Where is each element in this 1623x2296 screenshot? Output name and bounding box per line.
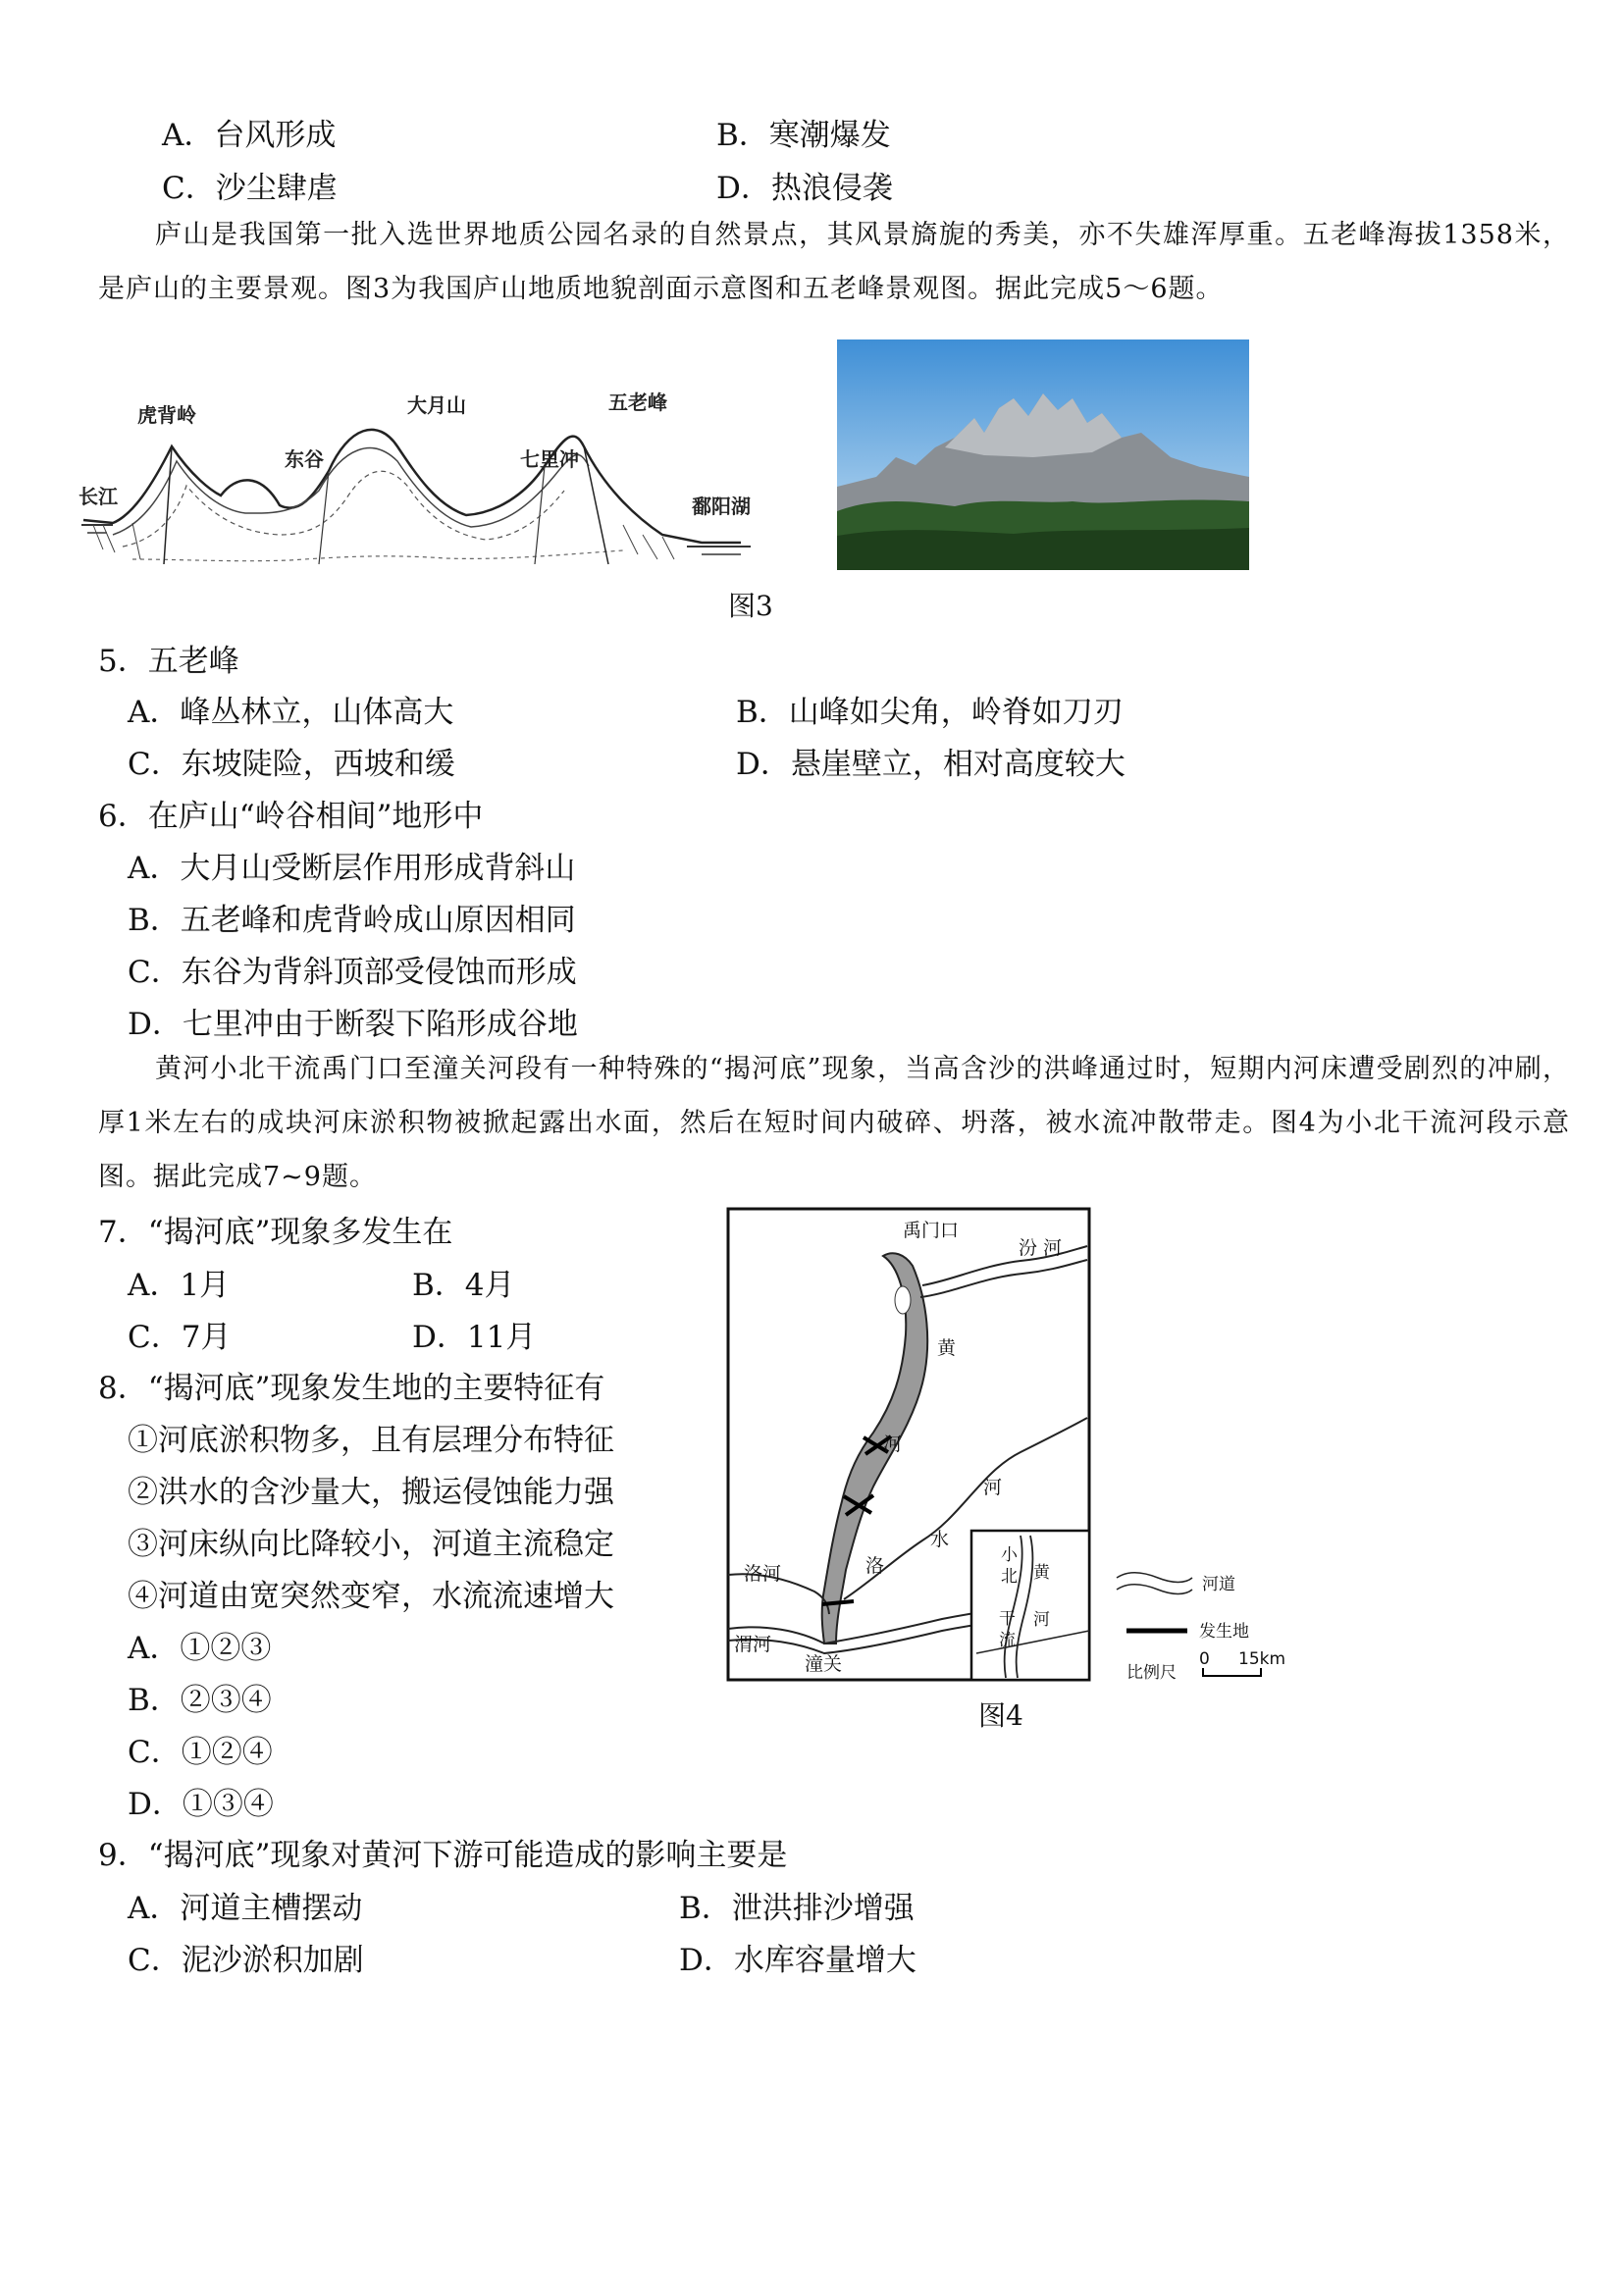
q8-statement-1: ①河底淤积物多，且有层理分布特征 [128,1423,614,1458]
q8-statement-4: ④河道由宽突然变窄，水流流速增大 [128,1579,614,1614]
label-hubeiling: 虎背岭 [137,403,196,427]
label-fenhe: 汾 河 [1019,1237,1063,1259]
q9-stem: 9．“揭河底”现象对黄河下游可能造成的影响主要是 [98,1838,788,1873]
inset-label-huang: 黄 [1033,1563,1050,1583]
q5-stem: 5．五老峰 [98,644,239,679]
figure-4-caption: 图4 [978,1699,1023,1732]
q4-option-b: B．寒潮爆发 [716,118,891,153]
q4-option-a: A．台风形成 [162,118,337,153]
q8-stem: 8．“揭河底”现象发生地的主要特征有 [98,1371,605,1406]
label-donggu: 东谷 [285,447,324,471]
figure-3-caption: 图3 [728,590,773,622]
huanghe-intro-paragraph: 黄河小北干流禹门口至潼关河段有一种特殊的“揭河底”现象，当高含沙的洪峰通过时，短期内河床遭受剧烈的冲刷，厚1米左右的成块河床淤积物被掀起露出水面，然后在短时间内破碎、坍落，被水流冲散带走。图4为小北干流河段示意图。据此完成7~9题。 [98,1054,1570,1192]
label-huang: 黄 [937,1337,957,1359]
inset-label-xiao: 小 [1001,1545,1018,1565]
q8-option-b: B．②③④ [128,1683,272,1718]
label-wulaofeng: 五老峰 [608,391,667,414]
q7-option-c: C．7月 [128,1320,232,1355]
legend-channel-label: 河道 [1202,1575,1235,1594]
label-luo: 洛 [865,1555,885,1577]
inset-label-he: 河 [1033,1610,1050,1630]
q5-option-b: B．山峰如尖角，岭脊如刀刃 [736,695,1124,730]
xiaobei-river-map [726,1207,1295,1688]
q7-option-b: B．4月 [412,1268,515,1303]
q5-option-d: D．悬崖壁立，相对高度较大 [736,747,1126,782]
q7-option-d: D．11月 [412,1320,537,1355]
q8-statement-3: ③河床纵向比降较小，河道主流稳定 [128,1527,614,1562]
label-he1: 河 [883,1434,903,1455]
lushan-intro-paragraph: 庐山是我国第一批入选世界地质公园名录的自然景点，其风景旖旎的秀美，亦不失雄浑厚重。五老峰海拔1358米，是庐山的主要景观。图3为我国庐山地质地貌剖面示意图和五老峰景观图。据此完成5～6题。 [98,220,1570,304]
q4-option-c: C．沙尘肆虐 [162,171,338,206]
label-weihe: 渭河 [734,1634,772,1655]
legend-scale-value: 15km [1238,1649,1286,1669]
q8-option-a: A．①②③ [128,1631,272,1666]
q8-option-c: C．①②④ [128,1735,273,1770]
q5-option-a: A．峰丛林立，山体高大 [128,695,454,730]
label-dayueshan: 大月山 [407,393,466,417]
q4-option-d: D．热浪侵袭 [716,171,893,206]
q7-stem: 7．“揭河底”现象多发生在 [98,1215,453,1250]
label-qilichong: 七里冲 [520,447,579,471]
q6-option-c: C．东谷为背斜顶部受侵蚀而形成 [128,955,577,990]
q8-option-d: D．①③④ [128,1787,274,1822]
q6-option-b: B．五老峰和虎背岭成山原因相同 [128,903,576,938]
label-shui: 水 [930,1529,950,1550]
q6-option-d: D．七里冲由于断裂下陷形成谷地 [128,1007,578,1042]
wulaofeng-landscape-photo [837,339,1249,570]
label-yumenkou: 禹门口 [903,1220,960,1241]
label-luohe: 洛河 [744,1563,782,1585]
q9-option-c: C．泥沙淤积加剧 [128,1943,364,1978]
q6-stem: 6．在庐山“岭谷相间”地形中 [98,799,484,834]
lushan-cross-section-diagram [74,378,780,574]
label-changjiang: 长江 [79,485,118,508]
inset-label-bei: 北 [1001,1567,1018,1587]
q9-option-b: B．泄洪排沙增强 [679,1891,915,1926]
inset-label-gan: 干 [999,1609,1016,1629]
label-poyanghu: 鄱阳湖 [692,495,751,518]
legend-scale-label: 比例尺 [1126,1663,1177,1683]
legend-scale-zero: 0 [1199,1649,1210,1669]
label-tongguan: 潼关 [805,1653,843,1675]
q7-option-a: A．1月 [128,1268,231,1303]
q8-statement-2: ②洪水的含沙量大，搬运侵蚀能力强 [128,1475,614,1510]
q5-option-c: C．东坡陡险，西坡和缓 [128,747,455,782]
q9-option-d: D．水库容量增大 [679,1943,916,1978]
legend-site-label: 发生地 [1199,1622,1249,1642]
label-he2: 河 [983,1477,1003,1498]
q6-option-a: A．大月山受断层作用形成背斜山 [128,851,576,886]
q9-option-a: A．河道主槽摆动 [128,1891,363,1926]
inset-label-liu: 流 [999,1631,1016,1650]
